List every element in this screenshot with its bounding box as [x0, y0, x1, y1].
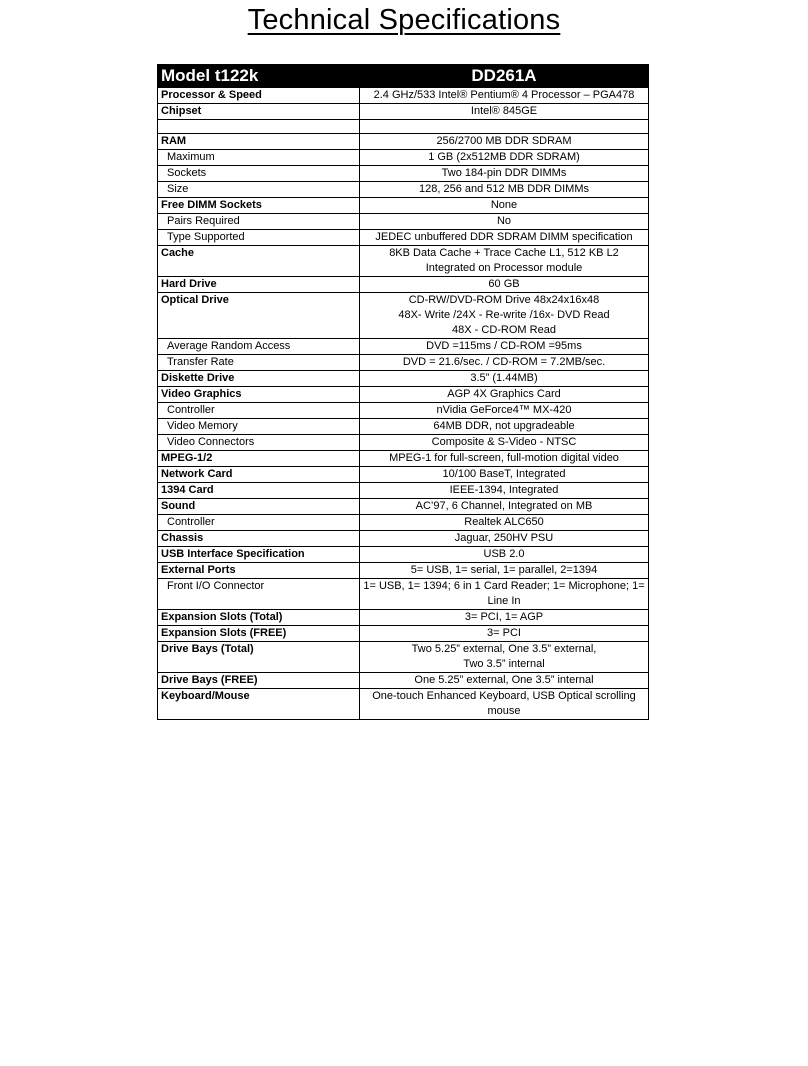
- spec-value: 3.5” (1.44MB): [360, 371, 649, 387]
- spec-label: MPEG-1/2: [158, 451, 360, 467]
- spec-label: Optical Drive: [158, 293, 360, 339]
- spec-value: 1 GB (2x512MB DDR SDRAM): [360, 150, 649, 166]
- table-row: [158, 120, 649, 134]
- table-row: [158, 451, 649, 467]
- model-header: Model t122k: [158, 65, 360, 88]
- spec-value: 2.4 GHz/533 Intel® Pentium® 4 Processor – PGA478: [360, 88, 649, 104]
- spec-label: Controller: [158, 515, 360, 531]
- spec-label: Transfer Rate: [158, 355, 360, 371]
- table-row: [158, 673, 649, 689]
- table-row: [158, 134, 649, 150]
- table-row: [158, 230, 649, 246]
- spec-value: No: [360, 214, 649, 230]
- table-row: [158, 435, 649, 451]
- spec-value: AGP 4X Graphics Card: [360, 387, 649, 403]
- table-row: [158, 355, 649, 371]
- spec-value: 3= PCI, 1= AGP: [360, 610, 649, 626]
- spec-value: IEEE-1394, Integrated: [360, 483, 649, 499]
- spec-label: Chipset: [158, 104, 360, 120]
- table-row: [158, 547, 649, 563]
- spec-value: 256/2700 MB DDR SDRAM: [360, 134, 649, 150]
- table-row: [158, 626, 649, 642]
- spec-label: Sound: [158, 499, 360, 515]
- table-row: [158, 642, 649, 673]
- spec-label: Network Card: [158, 467, 360, 483]
- table-row: [158, 198, 649, 214]
- spec-value: 3= PCI: [360, 626, 649, 642]
- spec-label: Expansion Slots (FREE): [158, 626, 360, 642]
- table-row: [158, 339, 649, 355]
- spec-label: USB Interface Specification: [158, 547, 360, 563]
- spec-table-body: [158, 65, 649, 720]
- spec-value: DVD =115ms / CD-ROM =95ms: [360, 339, 649, 355]
- spec-label: Controller: [158, 403, 360, 419]
- spec-label: Hard Drive: [158, 277, 360, 293]
- spec-label: Maximum: [158, 150, 360, 166]
- spec-label: Drive Bays (Total): [158, 642, 360, 673]
- model-number-header: DD261A: [360, 65, 649, 88]
- spec-label: Average Random Access: [158, 339, 360, 355]
- table-row: [158, 387, 649, 403]
- spec-value: One 5.25” external, One 3.5” internal: [360, 673, 649, 689]
- table-row: [158, 277, 649, 293]
- spec-value: Composite & S-Video - NTSC: [360, 435, 649, 451]
- spec-value: 60 GB: [360, 277, 649, 293]
- table-row: [158, 467, 649, 483]
- spec-value: Two 184-pin DDR DIMMs: [360, 166, 649, 182]
- spec-value: nVidia GeForce4™ MX-420: [360, 403, 649, 419]
- spec-value: 10/100 BaseT, Integrated: [360, 467, 649, 483]
- spec-value: 5= USB, 1= serial, 1= parallel, 2=1394: [360, 563, 649, 579]
- table-row: [158, 579, 649, 610]
- spec-value: USB 2.0: [360, 547, 649, 563]
- table-row: [158, 531, 649, 547]
- spec-value: JEDEC unbuffered DDR SDRAM DIMM specification: [360, 230, 649, 246]
- table-header-row: [158, 65, 649, 88]
- spec-label: RAM: [158, 134, 360, 150]
- spec-label: Pairs Required: [158, 214, 360, 230]
- spec-label: Free DIMM Sockets: [158, 198, 360, 214]
- spec-value: 8KB Data Cache + Trace Cache L1, 512 KB L2 Integrated on Processor module: [360, 246, 649, 277]
- spec-label: Cache: [158, 246, 360, 277]
- spec-label: Processor & Speed: [158, 88, 360, 104]
- table-row: [158, 293, 649, 339]
- spec-label: Diskette Drive: [158, 371, 360, 387]
- spec-value: Intel® 845GE: [360, 104, 649, 120]
- spec-value: 1= USB, 1= 1394; 6 in 1 Card Reader; 1= Microphone; 1= Line In: [360, 579, 649, 610]
- spec-label: External Ports: [158, 563, 360, 579]
- table-row: [158, 689, 649, 720]
- spec-label: Size: [158, 182, 360, 198]
- spec-value: 64MB DDR, not upgradeable: [360, 419, 649, 435]
- spec-value: [360, 120, 649, 134]
- table-row: [158, 214, 649, 230]
- spec-value: MPEG-1 for full-screen, full-motion digital video: [360, 451, 649, 467]
- table-row: [158, 150, 649, 166]
- spec-label: Keyboard/Mouse: [158, 689, 360, 720]
- spec-label: Sockets: [158, 166, 360, 182]
- table-row: [158, 88, 649, 104]
- spec-label: Video Memory: [158, 419, 360, 435]
- table-row: [158, 371, 649, 387]
- table-row: [158, 515, 649, 531]
- spec-value: Jaguar, 250HV PSU: [360, 531, 649, 547]
- spec-value: CD-RW/DVD-ROM Drive 48x24x16x48 48X- Write /24X - Re-write /16x- DVD Read 48X - CD-ROM Read: [360, 293, 649, 339]
- spec-value: Two 5.25” external, One 3.5” external, Two 3.5” internal: [360, 642, 649, 673]
- spec-value: Realtek ALC650: [360, 515, 649, 531]
- spec-label: Front I/O Connector: [158, 579, 360, 610]
- table-row: [158, 246, 649, 277]
- table-row: [158, 499, 649, 515]
- table-row: [158, 483, 649, 499]
- spec-value: None: [360, 198, 649, 214]
- table-row: [158, 563, 649, 579]
- spec-value: 128, 256 and 512 MB DDR DIMMs: [360, 182, 649, 198]
- table-row: [158, 610, 649, 626]
- spec-value: DVD = 21.6/sec. / CD-ROM = 7.2MB/sec.: [360, 355, 649, 371]
- spec-label: Chassis: [158, 531, 360, 547]
- page-title: [0, 4, 808, 37]
- spec-label: Type Supported: [158, 230, 360, 246]
- spec-label: Video Graphics: [158, 387, 360, 403]
- table-row: [158, 104, 649, 120]
- spec-label: Drive Bays (FREE): [158, 673, 360, 689]
- spec-label: Video Connectors: [158, 435, 360, 451]
- table-row: [158, 419, 649, 435]
- table-row: [158, 403, 649, 419]
- spec-label: 1394 Card: [158, 483, 360, 499]
- spec-label: Expansion Slots (Total): [158, 610, 360, 626]
- spec-value: One-touch Enhanced Keyboard, USB Optical scrolling mouse: [360, 689, 649, 720]
- table-row: [158, 166, 649, 182]
- table-row: [158, 182, 649, 198]
- spec-label: [158, 120, 360, 134]
- spec-value: AC’97, 6 Channel, Integrated on MB: [360, 499, 649, 515]
- page-title-text: Technical Specifications: [247, 4, 561, 36]
- spec-table: [157, 64, 649, 720]
